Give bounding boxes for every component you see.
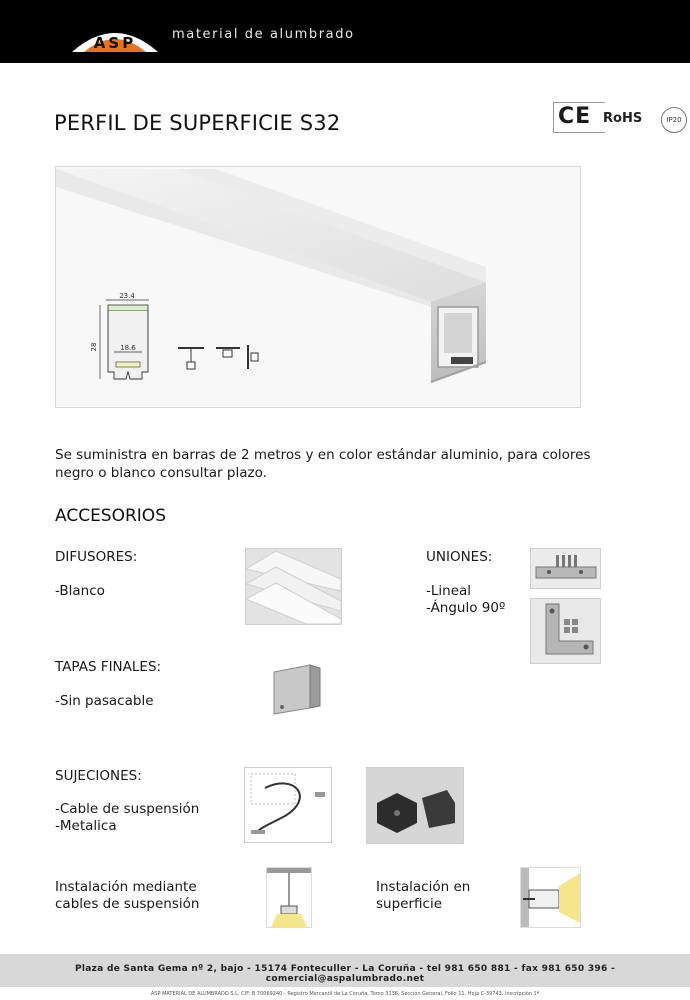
sujeciones-item-cable: -Cable de suspensión (55, 801, 200, 817)
end-cap-image (270, 660, 325, 715)
asp-logo (70, 22, 160, 54)
accessories-title: ACCESORIOS (55, 506, 166, 526)
footer-contact: Plaza de Santa Gema nº 2, bajo - 15174 Fonteculler - La Coruña - tel 981 650 881 - fax 981 650 396 - comercial@aspalumbrado.net (74, 964, 616, 984)
angle-joint-image (530, 598, 601, 664)
install-cables-line2: cables de suspensión (55, 896, 200, 912)
difusores-heading: DIFUSORES: (55, 549, 138, 565)
install-surface-line2: superficie (376, 896, 442, 912)
ip-rating-badge: IP20 (661, 107, 687, 133)
profile-render-image (56, 167, 580, 407)
svg-text:23.4: 23.4 (119, 292, 135, 300)
product-photo (55, 166, 581, 408)
diffuser-image (245, 548, 342, 625)
sujeciones-item-metalica: -Metalica (55, 818, 117, 834)
linear-joint-image (530, 548, 601, 589)
suspension-install-image (266, 867, 312, 928)
logo-text: ASP (93, 34, 137, 52)
suspension-cable-image (244, 767, 332, 843)
uniones-heading: UNIONES: (426, 549, 493, 565)
tapas-heading: TAPAS FINALES: (55, 659, 162, 675)
rohs-mark: RoHS (603, 111, 643, 126)
svg-text:18.6: 18.6 (120, 344, 136, 352)
product-description: Se suministra en barras de 2 metros y en color estándar aluminio, para colores negro o blanco consultar plazo. (55, 447, 591, 481)
ce-mark: CE (558, 104, 592, 129)
tapas-item: -Sin pasacable (55, 693, 154, 709)
metal-clip-image (366, 767, 464, 844)
header-tagline: material de alumbrado (172, 27, 355, 42)
install-cables-line1: Instalación mediante (55, 879, 197, 895)
install-surface-line1: Instalación en (376, 879, 471, 895)
sujeciones-heading: SUJECIONES: (55, 768, 142, 784)
uniones-item-angulo: -Ángulo 90º (426, 600, 506, 616)
svg-text:28: 28 (90, 342, 98, 352)
difusores-item: -Blanco (55, 583, 105, 599)
page-title: PERFIL DE SUPERFICIE S32 (54, 111, 341, 135)
surface-install-image (520, 867, 581, 928)
footer-legal: ASP MATERIAL DE ALUMBRADO S.L. CIF: B 70069240 - Registro Mercantil de La Coruña, Tomo 3136, Sección General, Folio 11, Hoja C-39743, Inscripción 1ª (150, 991, 540, 997)
uniones-item-lineal: -Lineal (426, 583, 472, 599)
